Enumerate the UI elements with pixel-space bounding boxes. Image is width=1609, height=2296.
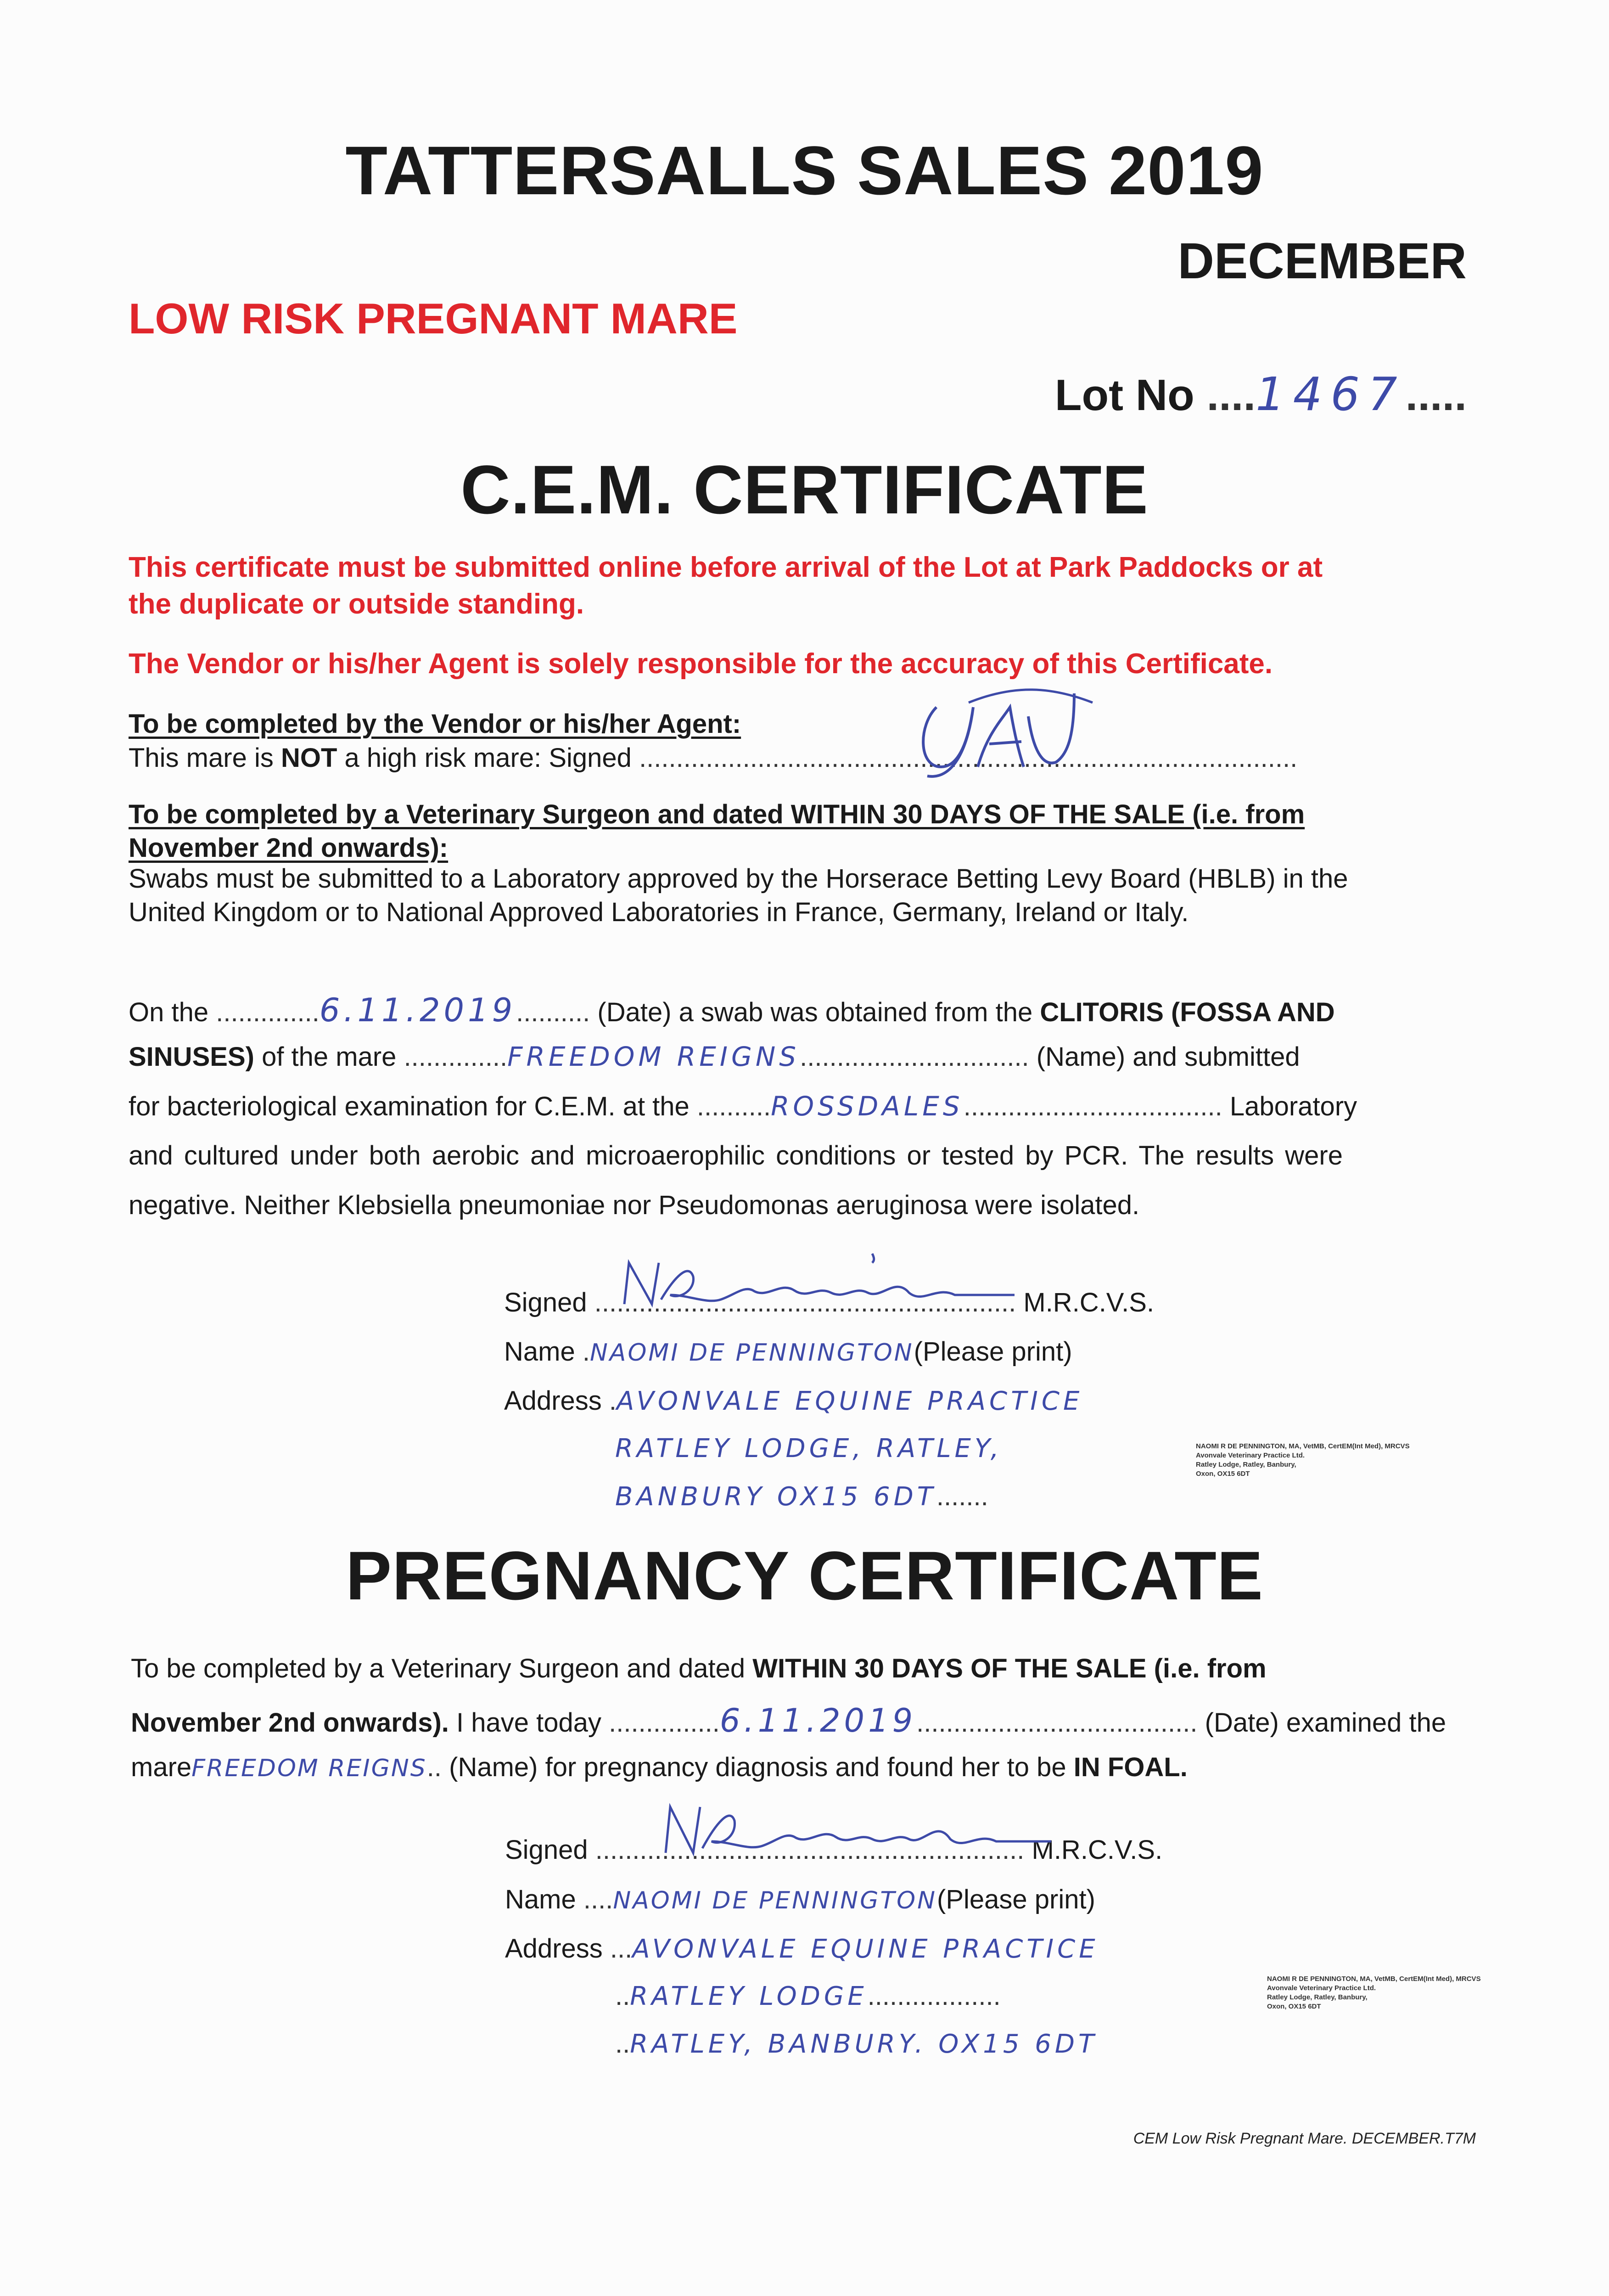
cem-vet-stamp: NAOMI R DE PENNINGTON, MA, VetMB, CertEM(Int Med), MRCVS Avonvale Veterinary Practice Ltd. Ratley Lodge, Ratley, Banbury, Oxon, OX15 6DT (1196, 1442, 1410, 1478)
responsibility-notice: The Vendor or his/her Agent is solely responsible for the accuracy of this Certificate. (129, 648, 1273, 680)
pregnancy-exam-date: 6.11.2019 (719, 1702, 917, 1739)
pregnancy-address-line1: Address ...AVONVALE EQUINE PRACTICE (505, 1934, 1099, 1964)
pregnancy-line3: mareFREEDOM REIGNS.. (Name) for pregnancy diagnosis and found her to be IN FOAL. (131, 1752, 1188, 1782)
vendor-declaration: This mare is NOT a high risk mare: Signed ......................................................................................... (129, 743, 1298, 773)
pregnancy-address1: AVONVALE EQUINE PRACTICE (632, 1934, 1099, 1964)
mare-name-line: SINUSES) of the mare ..............FREEDOM REIGNS............................... (Name) and submitted (129, 1041, 1300, 1072)
cem-vet-name: NAOMI DE PENNINGTON (589, 1339, 914, 1367)
laboratory-name: ROSSDALES (771, 1091, 964, 1122)
pregnancy-address2: RATLEY LODGE (630, 1981, 868, 2011)
pregnancy-line1: To be completed by a Veterinary Surgeon and dated WITHIN 30 DAYS OF THE SALE (i.e. from (131, 1654, 1267, 1683)
lot-number-row: Lot No ....1467..... (1054, 367, 1467, 421)
sale-month: DECEMBER (1177, 233, 1467, 289)
cem-vet-signature (615, 1249, 1019, 1318)
vet-section-heading-line2: November 2nd onwards): (129, 833, 449, 863)
pregnancy-mare-name: FREEDOM REIGNS (191, 1755, 427, 1782)
vet-section-heading-line1: To be completed by a Veterinary Surgeon and dated WITHIN 30 DAYS OF THE SALE (i.e. from (129, 799, 1305, 829)
swab-instructions-line1: Swabs must be submitted to a Laboratory approved by the Horserace Betting Levy Board (HBLB) in the (129, 864, 1348, 894)
submission-notice-line1: This certificate must be submitted online before arrival of the Lot at Park Paddocks or at (129, 551, 1323, 583)
category-label: LOW RISK PREGNANT MARE (129, 294, 738, 343)
pregnancy-name-line: Name ....NAOMI DE PENNINGTON(Please print) (505, 1885, 1095, 1914)
cem-address-line2 (615, 1435, 1003, 1462)
pregnancy-address-line3: ..RATLEY, BANBURY. OX15 6DT (615, 2029, 1098, 2059)
cem-mare-name: FREEDOM REIGNS (507, 1041, 800, 1072)
swab-instructions-line2: United Kingdom or to National Approved Laboratories in France, Germany, Ireland or Italy. (129, 897, 1189, 927)
cem-name-line: Name .NAOMI DE PENNINGTON(Please print) (504, 1337, 1072, 1367)
pregnancy-address3: RATLEY, BANBURY. OX15 6DT (630, 2029, 1098, 2059)
submission-notice-line2: the duplicate or outside standing. (129, 588, 584, 620)
cem-address-line3: BANBURY OX15 6DT....... (615, 1481, 988, 1512)
pregnancy-vet-name: NAOMI DE PENNINGTON (613, 1887, 937, 1914)
pregnancy-address-line2: ..RATLEY LODGE.................. (615, 1981, 1001, 2011)
cem-certificate-title: C.E.M. CERTIFICATE (460, 451, 1149, 528)
culture-line: and cultured under both aerobic and microaerophilic conditions or tested by PCR. The results were (129, 1141, 1343, 1171)
swab-date-line: On the ..............6.11.2019.......... (Date) a swab was obtained from the CLITORIS (FOSSA AND (129, 991, 1335, 1029)
form-reference-code: CEM Low Risk Pregnant Mare. DECEMBER.T7M (1133, 2130, 1476, 2147)
document-title: TATTERSALLS SALES 2019 (345, 132, 1264, 209)
vendor-section-heading: To be completed by the Vendor or his/her Agent: (129, 709, 741, 739)
cem-signed-line: Signed ......................................................... M.R.C.V.S. (504, 1288, 1155, 1317)
cem-address-line1: Address .AVONVALE EQUINE PRACTICE (504, 1386, 1083, 1416)
swab-date: 6.11.2019 (319, 991, 516, 1029)
cem-address3: BANBURY OX15 6DT (615, 1482, 936, 1512)
pregnancy-certificate-title: PREGNANCY CERTIFICATE (346, 1537, 1263, 1614)
pregnancy-signed-line: Signed .......................................................... M.R.C.V.S. (505, 1835, 1163, 1865)
lot-label: Lot No (1054, 371, 1194, 420)
cem-address1: AVONVALE EQUINE PRACTICE (617, 1386, 1083, 1416)
lot-number: 1467 (1256, 367, 1406, 421)
vendor-signature (900, 675, 1111, 785)
pregnancy-line2: November 2nd onwards). I have today ...............6.11.2019...................................... (Date) examined the (131, 1702, 1446, 1739)
laboratory-line: for bacteriological examination for C.E.M. at the ..........ROSSDALES................................... Laboratory (129, 1091, 1357, 1122)
pregnancy-vet-stamp: NAOMI R DE PENNINGTON, MA, VetMB, CertEM(Int Med), MRCVS Avonvale Veterinary Practice Ltd. Ratley Lodge, Ratley, Banbury, Oxon, OX15 6DT (1267, 1975, 1481, 2010)
pregnancy-vet-signature (656, 1795, 1060, 1864)
result-line: negative. Neither Klebsiella pneumoniae nor Pseudomonas aeruginosa were isolated. (129, 1190, 1140, 1220)
cem-address2: RATLEY LODGE, RATLEY, (615, 1434, 1003, 1463)
